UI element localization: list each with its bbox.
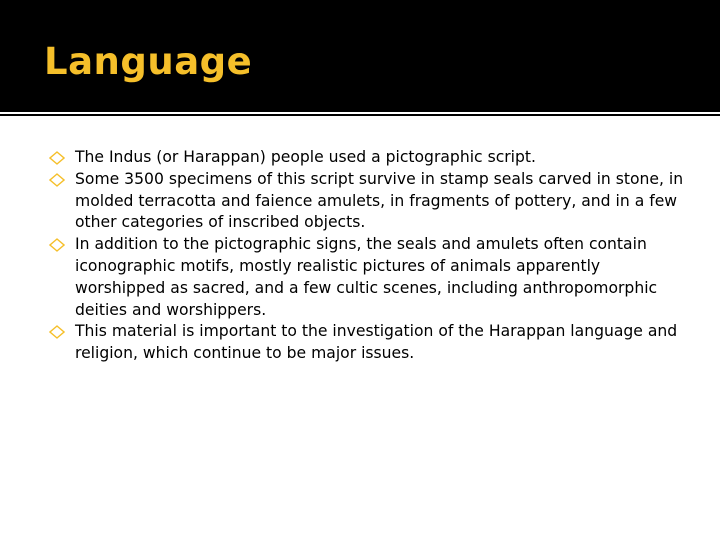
hollow-diamond-icon: [49, 173, 65, 187]
title-divider: [0, 114, 720, 116]
hollow-diamond-icon: [49, 325, 65, 339]
slide-title: Language: [44, 40, 253, 83]
bullet-item: [75, 321, 695, 365]
hollow-diamond-icon: [49, 238, 65, 252]
bullet-text: Some 3500 specimens of this script survive in stamp seals carved in stone, in molded terracotta and faience amulets, in fragments of pottery, and in a few other categories of inscribed objects.: [75, 169, 684, 232]
bullet-item: [75, 147, 695, 169]
bullet-text: This material is important to the investigation of the Harappan language and religion, which continue to be major issues.: [75, 322, 678, 363]
bullet-item: [75, 234, 695, 321]
bullet-text: The Indus (or Harappan) people used a pictographic script.: [75, 148, 536, 166]
bullet-item: [75, 169, 695, 234]
title-bar: [0, 0, 720, 112]
hollow-diamond-icon: [49, 151, 65, 165]
bullet-text: In addition to the pictographic signs, the seals and amulets often contain iconographic motifs, mostly realistic pictures of animals apparently worshipped as sacred, and a few cultic scenes, including anthropomorphic deities and worshippers.: [75, 235, 658, 319]
bullet-list: [75, 147, 695, 365]
